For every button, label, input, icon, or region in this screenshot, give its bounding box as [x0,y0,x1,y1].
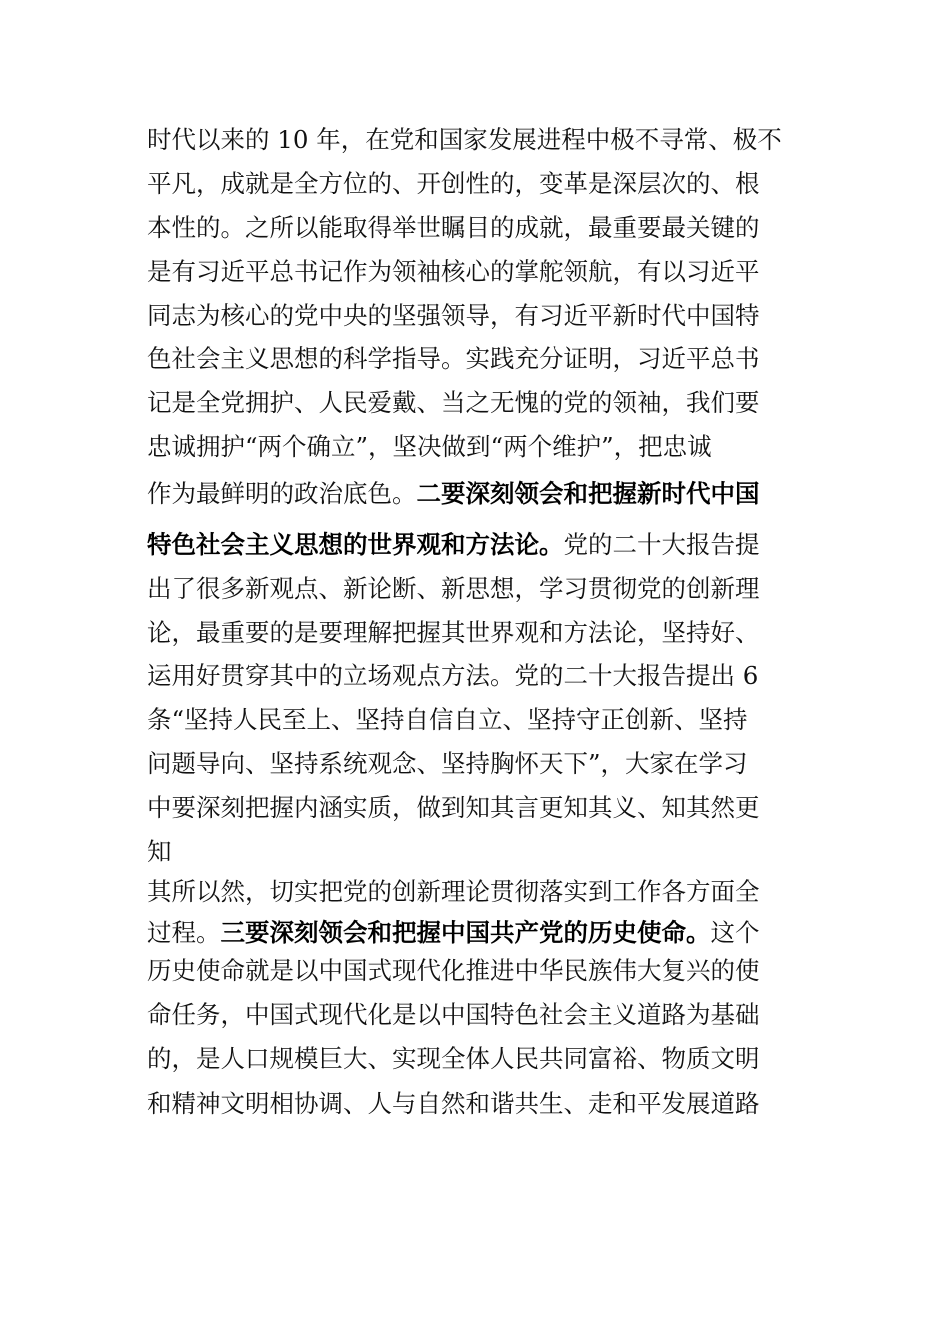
text-line [147,876,787,908]
text-line [147,168,787,200]
text-line [147,836,787,868]
body-text: 其所以然，切实把党的创新理论贯彻落实到工作各方面全 [147,877,760,906]
text-line [147,300,787,332]
body-text: 出了很多新观点、新论断、新思想，学习贯彻党的创新理 [147,574,760,603]
body-text: 忠诚拥护“两个确立”，坚决做到“两个维护”，把忠诚 [147,432,712,461]
text-line [147,387,787,419]
body-text: 本性的。之所以能取得举世瞩目的成就，最重要最关键的 [147,213,760,242]
body-text: 历史使命就是以中国式现代化推进中华民族伟大复兴的使 [147,956,760,985]
bold-heading-text: 二要深刻领会和把握新时代中国 [416,479,760,508]
text-line [147,478,787,510]
body-text: 色社会主义思想的科学指导。实践充分证明，习近平总书 [147,344,760,373]
text-line [147,256,787,288]
body-text: 中要深刻把握内涵实质，做到知其言更知其义、知其然更 [147,793,760,822]
body-text: 命任务，中国式现代化是以中国特色社会主义道路为基础 [147,1000,760,1029]
text-line [147,573,787,605]
text-line [147,1088,787,1120]
body-text: 这个 [710,918,760,947]
text-line [147,529,787,561]
body-text: 作为最鲜明的政治底色。 [147,479,417,508]
bold-heading-text: 特色社会主义思想的世界观和方法论。 [147,530,564,559]
text-line [147,1043,787,1075]
text-line [147,748,787,780]
body-text: 时代以来的 10 年，在党和国家发展进程中极不寻常、极不 [147,125,782,154]
bold-heading-text: 三要深刻领会和把握中国共产党的历史使命。 [220,918,711,947]
text-line [147,212,787,244]
body-text: 记是全党拥护、人民爱戴、当之无愧的党的领袖，我们要 [147,388,760,417]
body-text: 和精神文明相协调、人与自然和谐共生、走和平发展道路 [147,1089,760,1118]
text-line [147,955,787,987]
body-text: 同志为核心的党中央的坚强领导，有习近平新时代中国特 [147,301,760,330]
body-text: 条“坚持人民至上、坚持自信自立、坚持守正创新、坚持 [147,705,748,734]
text-line [147,124,787,156]
body-text: 的，是人口规模巨大、实现全体人民共同富裕、物质文明 [147,1044,760,1073]
body-text: 党的二十大报告提 [563,530,760,559]
text-line [147,343,787,375]
text-line [147,431,787,463]
text-line [147,660,787,692]
body-text: 运用好贯穿其中的立场观点方法。党的二十大报告提出 6 [147,661,759,690]
text-line [147,917,787,949]
body-text: 过程。 [147,918,221,947]
body-text: 知 [147,837,172,866]
body-text: 是有习近平总书记作为领袖核心的掌舵领航，有以习近平 [147,257,760,286]
body-text: 平凡，成就是全方位的、开创性的，变革是深层次的、根 [147,169,760,198]
text-line [147,617,787,649]
text-line [147,704,787,736]
body-text: 论，最重要的是要理解把握其世界观和方法论，坚持好、 [147,618,760,647]
text-line [147,999,787,1031]
body-text: 问题导向、坚持系统观念、坚持胸怀天下”，大家在学习 [147,749,748,778]
text-line [147,792,787,824]
